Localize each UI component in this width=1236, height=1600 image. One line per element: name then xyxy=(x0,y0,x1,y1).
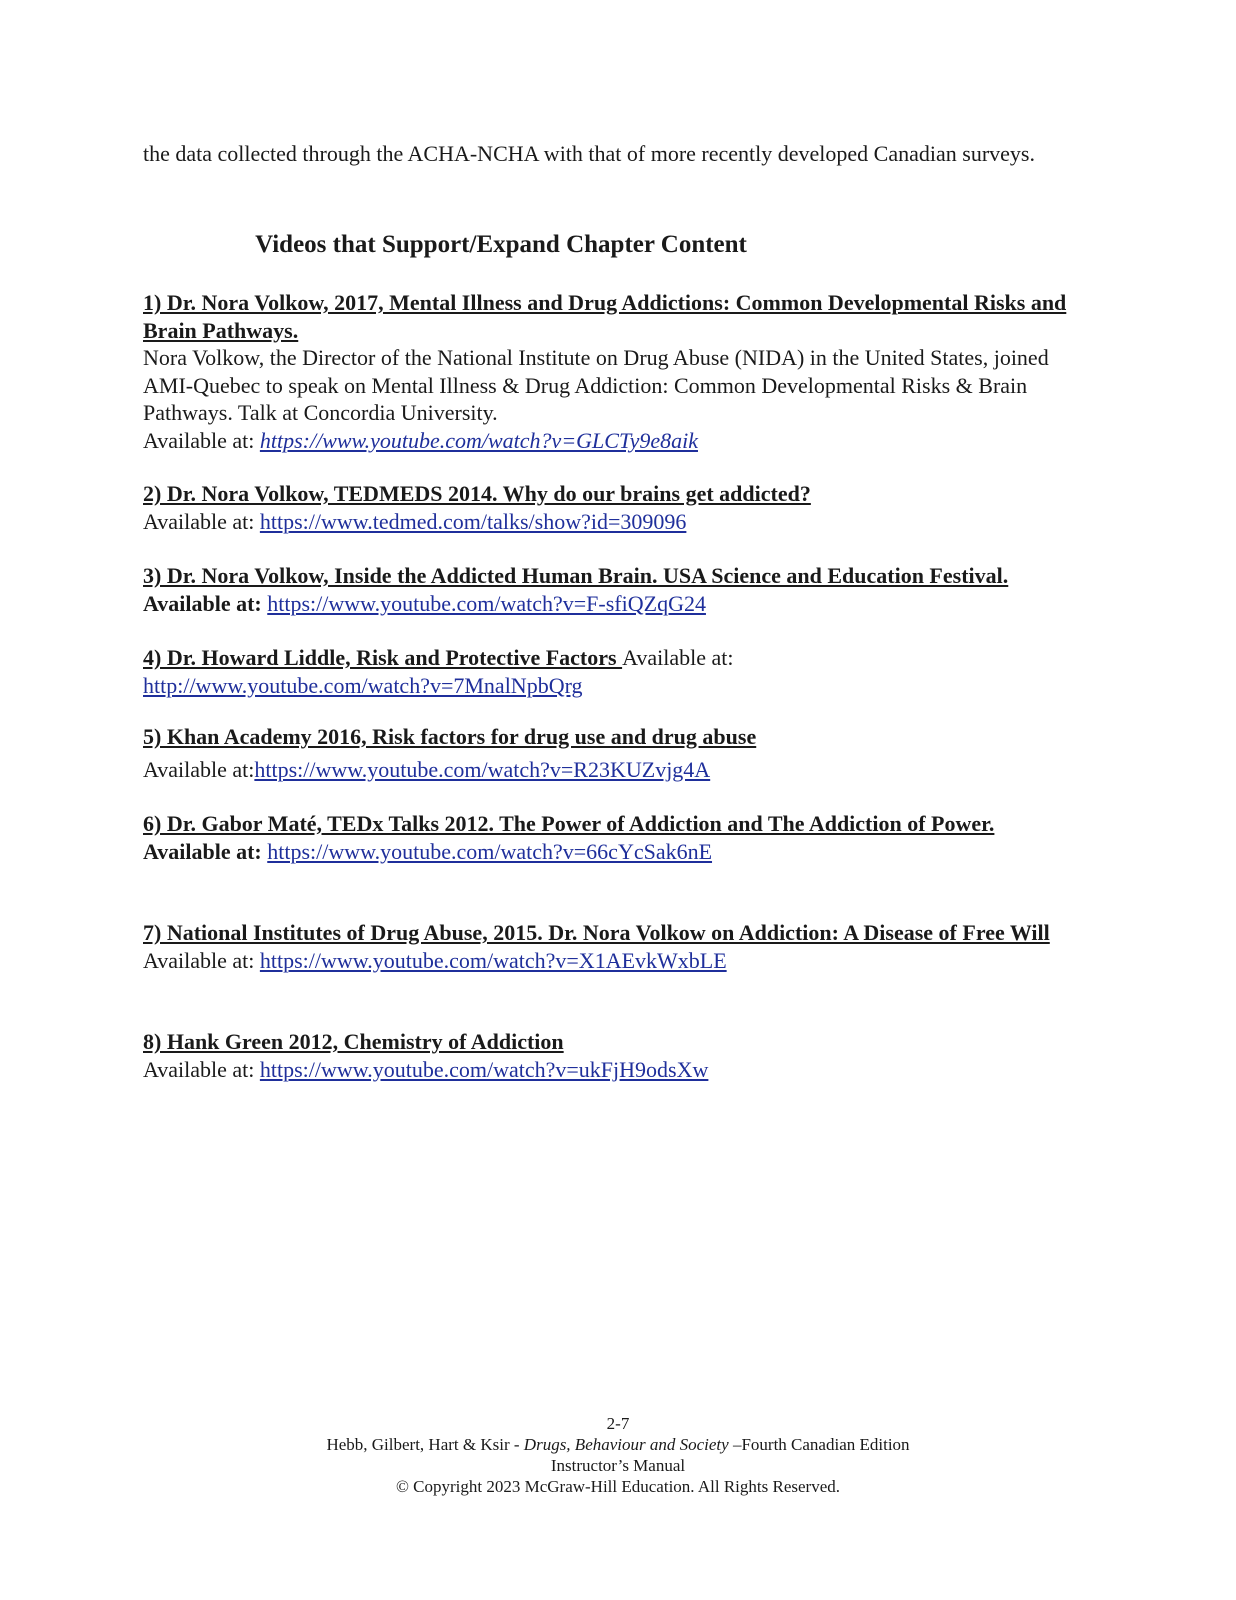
video-item-2 xyxy=(143,480,1070,535)
video-item-title: 4) Dr. Howard Liddle, Risk and Protective Factors xyxy=(143,645,623,670)
footer-book-title: Drugs, Behaviour and Society xyxy=(523,1435,729,1454)
video-link[interactable]: https://www.youtube.com/watch?v=R23KUZvjg4A xyxy=(254,756,711,782)
video-item-6 xyxy=(143,810,1070,865)
page-content xyxy=(143,140,1070,1082)
page-number: 2-7 xyxy=(606,1414,630,1433)
section-heading: Videos that Support/Expand Chapter Content xyxy=(255,231,747,258)
footer-copyright: © Copyright 2023 McGraw-Hill Education. All Rights Reserved. xyxy=(395,1477,840,1496)
video-link[interactable]: https://www.youtube.com/watch?v=F-sfiQZqG24 xyxy=(267,590,706,616)
available-at-label: Available at: xyxy=(143,590,268,616)
video-item-title: 7) National Institutes of Drug Abuse, 2015. Dr. Nora Volkow on Addiction: A Disease of Free Will xyxy=(143,920,1050,945)
footer-manual: Instructor’s Manual xyxy=(550,1456,686,1475)
video-item-title: 5) Khan Academy 2016, Risk factors for drug use and drug abuse xyxy=(143,724,757,749)
video-link[interactable]: https://www.youtube.com/watch?v=66cYcSak6nE xyxy=(267,838,713,864)
video-link[interactable]: https://www.tedmed.com/talks/show?id=309096 xyxy=(259,508,687,534)
available-at-label: Available at: xyxy=(143,427,260,453)
available-at-label: Available at: xyxy=(143,508,260,534)
video-item-title: 1) Dr. Nora Volkow, 2017, Mental Illness and Drug Addictions: Common Developmental Risks and Brain Pathways. xyxy=(143,290,1067,343)
video-link[interactable]: https://www.youtube.com/watch?v=X1AEvkWxbLE xyxy=(259,947,727,973)
available-at-label: Available at: xyxy=(143,756,255,782)
intro-paragraph: the data collected through the ACHA-NCHA with that of more recently developed Canadian surveys. xyxy=(143,141,1035,166)
video-item-8 xyxy=(143,1028,1070,1083)
video-item-7 xyxy=(143,919,1070,974)
video-item-1 xyxy=(143,289,1070,454)
footer-authors: Hebb, Gilbert, Hart & Ksir - xyxy=(326,1435,524,1454)
video-link[interactable]: https://www.youtube.com/watch?v=GLCTy9e8aik xyxy=(259,427,698,453)
video-item-title: 3) Dr. Nora Volkow, Inside the Addicted Human Brain. USA Science and Education Festival. xyxy=(143,563,1009,588)
video-item-5 xyxy=(143,723,1070,783)
video-link[interactable]: http://www.youtube.com/watch?v=7MnalNpbQrg xyxy=(143,672,583,698)
available-at-label: Available at: xyxy=(143,1056,260,1082)
video-item-3 xyxy=(143,562,1070,617)
video-item-title: 6) Dr. Gabor Maté, TEDx Talks 2012. The Power of Addiction and The Addiction of Power. xyxy=(143,811,995,836)
page-footer xyxy=(0,1413,1236,1497)
video-item-title: 8) Hank Green 2012, Chemistry of Addiction xyxy=(143,1029,564,1054)
available-at-label: Available at: xyxy=(143,838,268,864)
available-at-label: Available at: xyxy=(622,645,734,670)
video-item-description: Nora Volkow, the Director of the National Institute on Drug Abuse (NIDA) in the United States, joined AMI-Quebec to speak on Mental Illness & Drug Addiction: Common Developmental Risks & Brain Pathways. Talk at Concordia University. xyxy=(143,345,1049,425)
footer-citation xyxy=(0,1434,1236,1455)
video-link[interactable]: https://www.youtube.com/watch?v=ukFjH9odsXw xyxy=(259,1056,709,1082)
available-at-label: Available at: xyxy=(143,947,260,973)
video-item-4 xyxy=(143,644,1070,699)
footer-edition: –Fourth Canadian Edition xyxy=(728,1435,910,1454)
video-item-title: 2) Dr. Nora Volkow, TEDMEDS 2014. Why do our brains get addicted? xyxy=(143,481,811,506)
